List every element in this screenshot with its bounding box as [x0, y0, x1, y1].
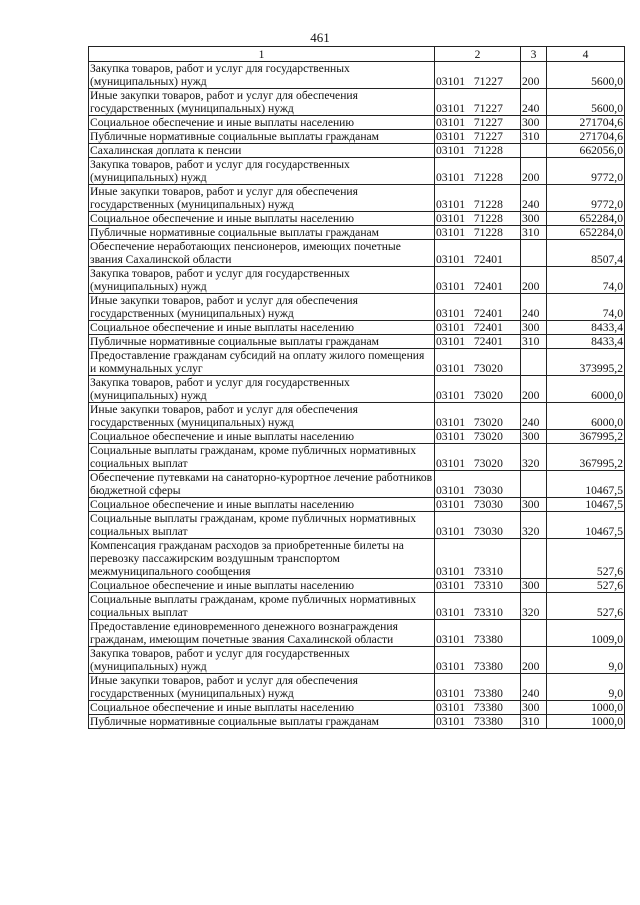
row-amount: 10467,5 — [547, 471, 625, 498]
row-type: 300 — [521, 579, 547, 593]
table-row — [89, 444, 625, 471]
row-name: Иные закупки товаров, работ и услуг для обеспечения государственных (муниципальных) нужд — [89, 89, 435, 116]
row-code: 03101 72401 — [435, 240, 521, 267]
table-row — [89, 212, 625, 226]
table-row — [89, 430, 625, 444]
row-type: 320 — [521, 512, 547, 539]
row-type: 320 — [521, 444, 547, 471]
row-type: 310 — [521, 130, 547, 144]
row-name: Закупка товаров, работ и услуг для государственных (муниципальных) нужд — [89, 267, 435, 294]
row-type: 300 — [521, 498, 547, 512]
row-amount: 1000,0 — [547, 701, 625, 715]
row-code: 03101 73020 — [435, 376, 521, 403]
row-name: Социальное обеспечение и иные выплаты населению — [89, 430, 435, 444]
row-name: Сахалинская доплата к пенсии — [89, 144, 435, 158]
row-type: 200 — [521, 267, 547, 294]
row-code: 03101 71228 — [435, 185, 521, 212]
table-row — [89, 267, 625, 294]
row-name: Закупка товаров, работ и услуг для государственных (муниципальных) нужд — [89, 376, 435, 403]
row-name: Обеспечение неработающих пенсионеров, имеющих почетные звания Сахалинской области — [89, 240, 435, 267]
row-amount: 8507,4 — [547, 240, 625, 267]
row-amount: 9,0 — [547, 647, 625, 674]
table-row — [89, 185, 625, 212]
row-type: 310 — [521, 226, 547, 240]
row-code: 03101 72401 — [435, 321, 521, 335]
row-amount: 373995,2 — [547, 349, 625, 376]
row-name: Публичные нормативные социальные выплаты гражданам — [89, 335, 435, 349]
row-code: 03101 71227 — [435, 89, 521, 116]
row-amount: 367995,2 — [547, 444, 625, 471]
header-row — [89, 47, 625, 62]
row-name: Социальное обеспечение и иные выплаты населению — [89, 701, 435, 715]
row-amount: 652284,0 — [547, 226, 625, 240]
table-row — [89, 294, 625, 321]
row-code: 03101 71227 — [435, 62, 521, 89]
table-row — [89, 62, 625, 89]
row-code: 03101 71228 — [435, 144, 521, 158]
row-code: 03101 73020 — [435, 430, 521, 444]
row-name: Иные закупки товаров, работ и услуг для обеспечения государственных (муниципальных) нужд — [89, 403, 435, 430]
row-amount: 6000,0 — [547, 376, 625, 403]
row-type — [521, 240, 547, 267]
row-type — [521, 471, 547, 498]
table-row — [89, 498, 625, 512]
row-type — [521, 144, 547, 158]
row-type: 200 — [521, 376, 547, 403]
row-name: Предоставление гражданам субсидий на оплату жилого помещения и коммунальных услуг — [89, 349, 435, 376]
row-amount: 527,6 — [547, 593, 625, 620]
row-code: 03101 73030 — [435, 471, 521, 498]
row-code: 03101 72401 — [435, 267, 521, 294]
row-type: 240 — [521, 89, 547, 116]
row-name: Социальные выплаты гражданам, кроме публичных нормативных социальных выплат — [89, 512, 435, 539]
row-type: 200 — [521, 62, 547, 89]
row-code: 03101 73380 — [435, 674, 521, 701]
table-row — [89, 116, 625, 130]
table-row — [89, 321, 625, 335]
table-row — [89, 226, 625, 240]
row-amount: 1009,0 — [547, 620, 625, 647]
budget-table — [88, 46, 625, 729]
table-row — [89, 403, 625, 430]
row-amount: 74,0 — [547, 267, 625, 294]
row-code: 03101 73020 — [435, 349, 521, 376]
row-type: 300 — [521, 212, 547, 226]
row-type — [521, 539, 547, 579]
row-name: Социальное обеспечение и иные выплаты населению — [89, 116, 435, 130]
row-amount: 9,0 — [547, 674, 625, 701]
row-code: 03101 71228 — [435, 212, 521, 226]
row-type: 310 — [521, 715, 547, 729]
row-name: Компенсация гражданам расходов за приобретенные билеты на перевозку пассажирским воздушным транспортом межмуниципального сообщения — [89, 539, 435, 579]
table-row — [89, 701, 625, 715]
row-name: Предоставление единовременного денежного вознаграждения гражданам, имеющим почетные звания Сахалинской области — [89, 620, 435, 647]
row-name: Публичные нормативные социальные выплаты гражданам — [89, 226, 435, 240]
table-row — [89, 674, 625, 701]
row-name: Социальное обеспечение и иные выплаты населению — [89, 321, 435, 335]
row-type: 310 — [521, 335, 547, 349]
row-type: 240 — [521, 294, 547, 321]
row-code: 03101 73380 — [435, 701, 521, 715]
row-code: 03101 72401 — [435, 294, 521, 321]
row-type: 200 — [521, 647, 547, 674]
row-type: 300 — [521, 430, 547, 444]
row-name: Социальное обеспечение и иные выплаты населению — [89, 212, 435, 226]
row-name: Закупка товаров, работ и услуг для государственных (муниципальных) нужд — [89, 62, 435, 89]
row-amount: 662056,0 — [547, 144, 625, 158]
row-type: 200 — [521, 158, 547, 185]
table-row — [89, 349, 625, 376]
row-amount: 74,0 — [547, 294, 625, 321]
row-amount: 9772,0 — [547, 185, 625, 212]
row-code: 03101 71227 — [435, 116, 521, 130]
row-code: 03101 73380 — [435, 647, 521, 674]
row-name: Закупка товаров, работ и услуг для государственных (муниципальных) нужд — [89, 647, 435, 674]
table-row — [89, 715, 625, 729]
table-row — [89, 579, 625, 593]
table-row — [89, 240, 625, 267]
table-row — [89, 335, 625, 349]
row-code: 03101 73030 — [435, 512, 521, 539]
row-code: 03101 73030 — [435, 498, 521, 512]
row-code: 03101 73020 — [435, 403, 521, 430]
row-code: 03101 72401 — [435, 335, 521, 349]
row-amount: 10467,5 — [547, 512, 625, 539]
row-code: 03101 71227 — [435, 130, 521, 144]
row-code: 03101 73310 — [435, 539, 521, 579]
row-amount: 8433,4 — [547, 335, 625, 349]
row-name: Социальное обеспечение и иные выплаты населению — [89, 498, 435, 512]
row-name: Публичные нормативные социальные выплаты гражданам — [89, 130, 435, 144]
row-code: 03101 73310 — [435, 579, 521, 593]
table-row — [89, 89, 625, 116]
row-amount: 271704,6 — [547, 130, 625, 144]
row-code: 03101 73310 — [435, 593, 521, 620]
row-amount: 527,6 — [547, 539, 625, 579]
row-amount: 271704,6 — [547, 116, 625, 130]
row-amount: 10467,5 — [547, 498, 625, 512]
row-name: Социальные выплаты гражданам, кроме публичных нормативных социальных выплат — [89, 444, 435, 471]
row-type: 240 — [521, 674, 547, 701]
table-row — [89, 647, 625, 674]
row-name: Закупка товаров, работ и услуг для государственных (муниципальных) нужд — [89, 158, 435, 185]
row-amount: 5600,0 — [547, 89, 625, 116]
row-code: 03101 73020 — [435, 444, 521, 471]
row-amount: 652284,0 — [547, 212, 625, 226]
table-row — [89, 593, 625, 620]
header-col-2: 2 — [435, 47, 521, 62]
header-col-3: 3 — [521, 47, 547, 62]
row-name: Иные закупки товаров, работ и услуг для обеспечения государственных (муниципальных) нужд — [89, 674, 435, 701]
row-type: 300 — [521, 116, 547, 130]
row-code: 03101 71228 — [435, 226, 521, 240]
row-code: 03101 73380 — [435, 620, 521, 647]
table-row — [89, 620, 625, 647]
row-amount: 6000,0 — [547, 403, 625, 430]
row-name: Обеспечение путевками на санаторно-курортное лечение работников бюджетной сферы — [89, 471, 435, 498]
header-col-4: 4 — [547, 47, 625, 62]
row-amount: 8433,4 — [547, 321, 625, 335]
table-row — [89, 539, 625, 579]
table-row — [89, 376, 625, 403]
row-type: 320 — [521, 593, 547, 620]
table-row — [89, 512, 625, 539]
table-body — [89, 62, 625, 729]
table-row — [89, 471, 625, 498]
page-number: 461 — [310, 30, 330, 45]
row-amount: 5600,0 — [547, 62, 625, 89]
row-type — [521, 620, 547, 647]
table-row — [89, 158, 625, 185]
row-name: Социальные выплаты гражданам, кроме публичных нормативных социальных выплат — [89, 593, 435, 620]
row-amount: 1000,0 — [547, 715, 625, 729]
row-type: 240 — [521, 403, 547, 430]
row-type: 300 — [521, 701, 547, 715]
header-col-1: 1 — [89, 47, 435, 62]
row-name: Иные закупки товаров, работ и услуг для обеспечения государственных (муниципальных) нужд — [89, 185, 435, 212]
row-name: Публичные нормативные социальные выплаты гражданам — [89, 715, 435, 729]
row-amount: 9772,0 — [547, 158, 625, 185]
row-type: 240 — [521, 185, 547, 212]
table-row — [89, 130, 625, 144]
row-name: Иные закупки товаров, работ и услуг для обеспечения государственных (муниципальных) нужд — [89, 294, 435, 321]
row-code: 03101 71228 — [435, 158, 521, 185]
table-row — [89, 144, 625, 158]
row-amount: 527,6 — [547, 579, 625, 593]
row-type — [521, 349, 547, 376]
row-amount: 367995,2 — [547, 430, 625, 444]
row-code: 03101 73380 — [435, 715, 521, 729]
row-name: Социальное обеспечение и иные выплаты населению — [89, 579, 435, 593]
row-type: 300 — [521, 321, 547, 335]
